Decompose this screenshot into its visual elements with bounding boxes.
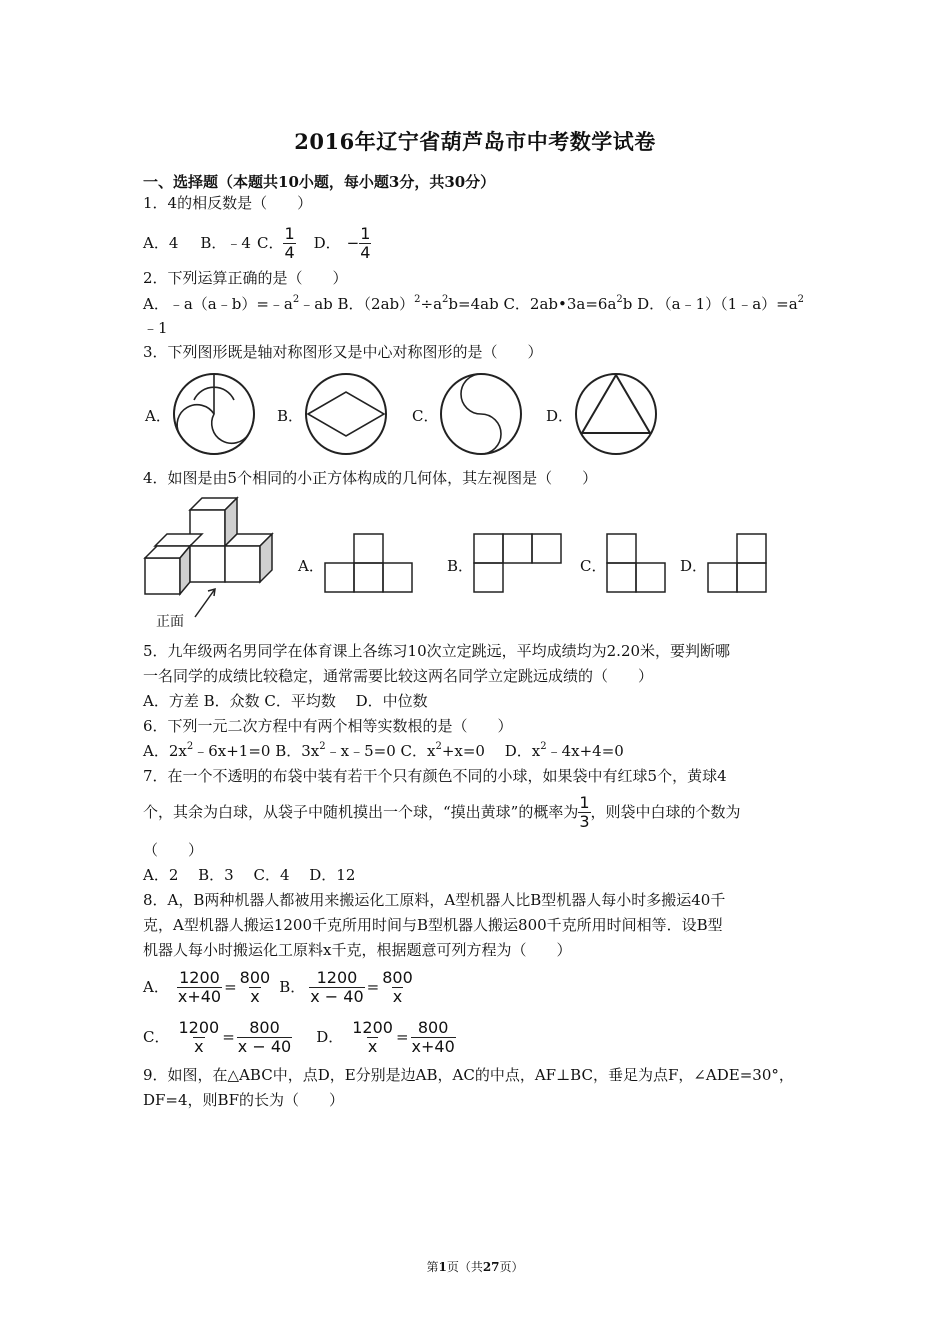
q3-label-c: C． (412, 407, 439, 425)
q3-stem: 3．下列图形既是轴对称图形又是中心对称图形的是（ ） (143, 343, 543, 361)
q3-label-b: B． (277, 407, 304, 425)
q4-label-b: B． (447, 557, 474, 575)
q8-line1: 8．A，B两种机器人都被用来搬运化工原料，A型机器人比B型机器人每小时多搬运40千 (143, 891, 726, 909)
q5-line1: 5．九年级两名男同学在体育课上各练习10次立定跳远，平均成绩均为2.20米，要判断哪 (143, 642, 731, 660)
q6-stem: 6．下列一元二次方程中有两个相等实数根的是（ ） (143, 717, 513, 735)
q2-options-line2: ﹣1 (143, 319, 168, 337)
q7-line2: 个，其余为白球，从袋子中随机摸出一个球，“摸出黄球”的概率为 1 3 ，则袋中白球的个数为 (143, 792, 741, 831)
q7-line1: 7．在一个不透明的布袋中装有若干个只有颜色不同的小球，如果袋中有红球5个，黄球4 (143, 767, 727, 785)
q4-label-d: D． (680, 557, 708, 575)
q3-figure-a (170, 370, 260, 460)
q4-label-c: C． (580, 557, 607, 575)
q1-fraction-c: 1 4 (284, 223, 295, 262)
q4-label-a: A． (298, 557, 324, 575)
q8-c-right-fraction: $\frac{800}{x - 40}$ (237, 1017, 292, 1056)
q2-options-line: A．$﹣a(a﹣b)=﹣a^2﹣ab$ B．$(2ab)^2\div a^2b=4ab$ C．$2ab•3a=6a^2b$ D．$(a﹣1)(1﹣a)=a^2$ (143, 294, 805, 313)
q8-options-ab: A． $\frac{1200}{x+40}$ = $\frac{800}{x}$ B． $\frac{1200}{x - 40}$ = $\frac{800}{x}$ (143, 967, 413, 1006)
q8-b-right-fraction: $\frac{800}{x}$ (382, 967, 413, 1006)
q9-line2: DF=4，则BF的长为（ ） (143, 1091, 344, 1109)
q8-line3: 机器人每小时搬运化工原料x千克，根据题意可列方程为（ ） (143, 941, 572, 959)
q8-options-cd: C． $\frac{1200}{x}$ = $\frac{800}{x - 40}$ D． $\frac{1200}{x}$ = $\frac{800}{x+40}$ (143, 1017, 455, 1056)
q8-c-left-fraction: $\frac{1200}{x}$ (178, 1017, 220, 1056)
q4-view-b (473, 533, 563, 595)
q6-options: A．$2x^2﹣6x+1=0$ B．$3x^2﹣x﹣5=0$ C．$x^2+x=0$ D．$x^2﹣4x+4=0$ (143, 741, 624, 760)
q4-stem: 4．如图是由5个相同的小正方体构成的几何体，其左视图是（ ） (143, 469, 598, 487)
q1-option-a: A．4 (143, 234, 179, 252)
section-heading: 一、选择题（本题共10小题，每小题3分，共30分） (143, 173, 496, 191)
q3-label-a: A． (145, 407, 171, 425)
q1-minus-sign: − (346, 234, 360, 252)
q4-view-a (324, 533, 414, 595)
q1-option-b: B．﹣4 (200, 234, 251, 252)
q3-figure-c (437, 370, 527, 460)
q5-options: A．方差 B．众数 C．平均数 D．中位数 (143, 692, 428, 710)
q3-figure-d (572, 370, 662, 460)
q7-options: A．2 B．3 C．4 D．12 (143, 866, 356, 884)
q8-a-right-fraction: $\frac{800}{x}$ (239, 967, 271, 1006)
q1-fraction-d: $\frac{1}{4}$ (360, 223, 371, 262)
q1-options (143, 223, 371, 263)
q5-line2: 一名同学的成绩比较稳定，通常需要比较这两名同学立定跳远成绩的（ ） (143, 667, 654, 685)
q9-line1: 9．如图，在△ABC中，点D，E分别是边AB，AC的中点，AF⊥BC，垂足为点F，∠ADE=30°， (143, 1066, 794, 1084)
q7-fraction: 1 3 (579, 792, 590, 831)
q8-d-left-fraction: $\frac{1200}{x}$ (352, 1017, 393, 1056)
page-footer: 第1页（共27页） (426, 1260, 524, 1274)
q4-front-label: 正面 (156, 614, 184, 630)
q7-line3: （ ） (143, 841, 204, 859)
q4-view-c (606, 533, 668, 595)
q1-option-d: D． (313, 234, 341, 252)
page-title: 2016年辽宁省葫芦岛市中考数学试卷 (294, 129, 656, 154)
q4-view-d (707, 533, 769, 595)
q1-option-c: C． (256, 234, 284, 252)
q4-cube-figure (140, 495, 280, 630)
q2-stem: 2．下列运算正确的是（ ） (143, 269, 348, 287)
q1-stem: 1．4的相反数是（ ） (143, 194, 313, 212)
q8-line2: 克，A型机器人搬运1200千克所用时间与B型机器人搬运800千克所用时间相等．设B型 (143, 916, 723, 934)
q3-label-d: D． (546, 407, 574, 425)
q8-a-left-fraction: $\frac{1200}{x+40}$ (177, 967, 222, 1006)
q8-b-left-fraction: $\frac{1200}{x - 40}$ (310, 967, 364, 1006)
q3-figure-b (302, 370, 392, 460)
q8-d-right-fraction: $\frac{800}{x+40}$ (411, 1017, 455, 1056)
